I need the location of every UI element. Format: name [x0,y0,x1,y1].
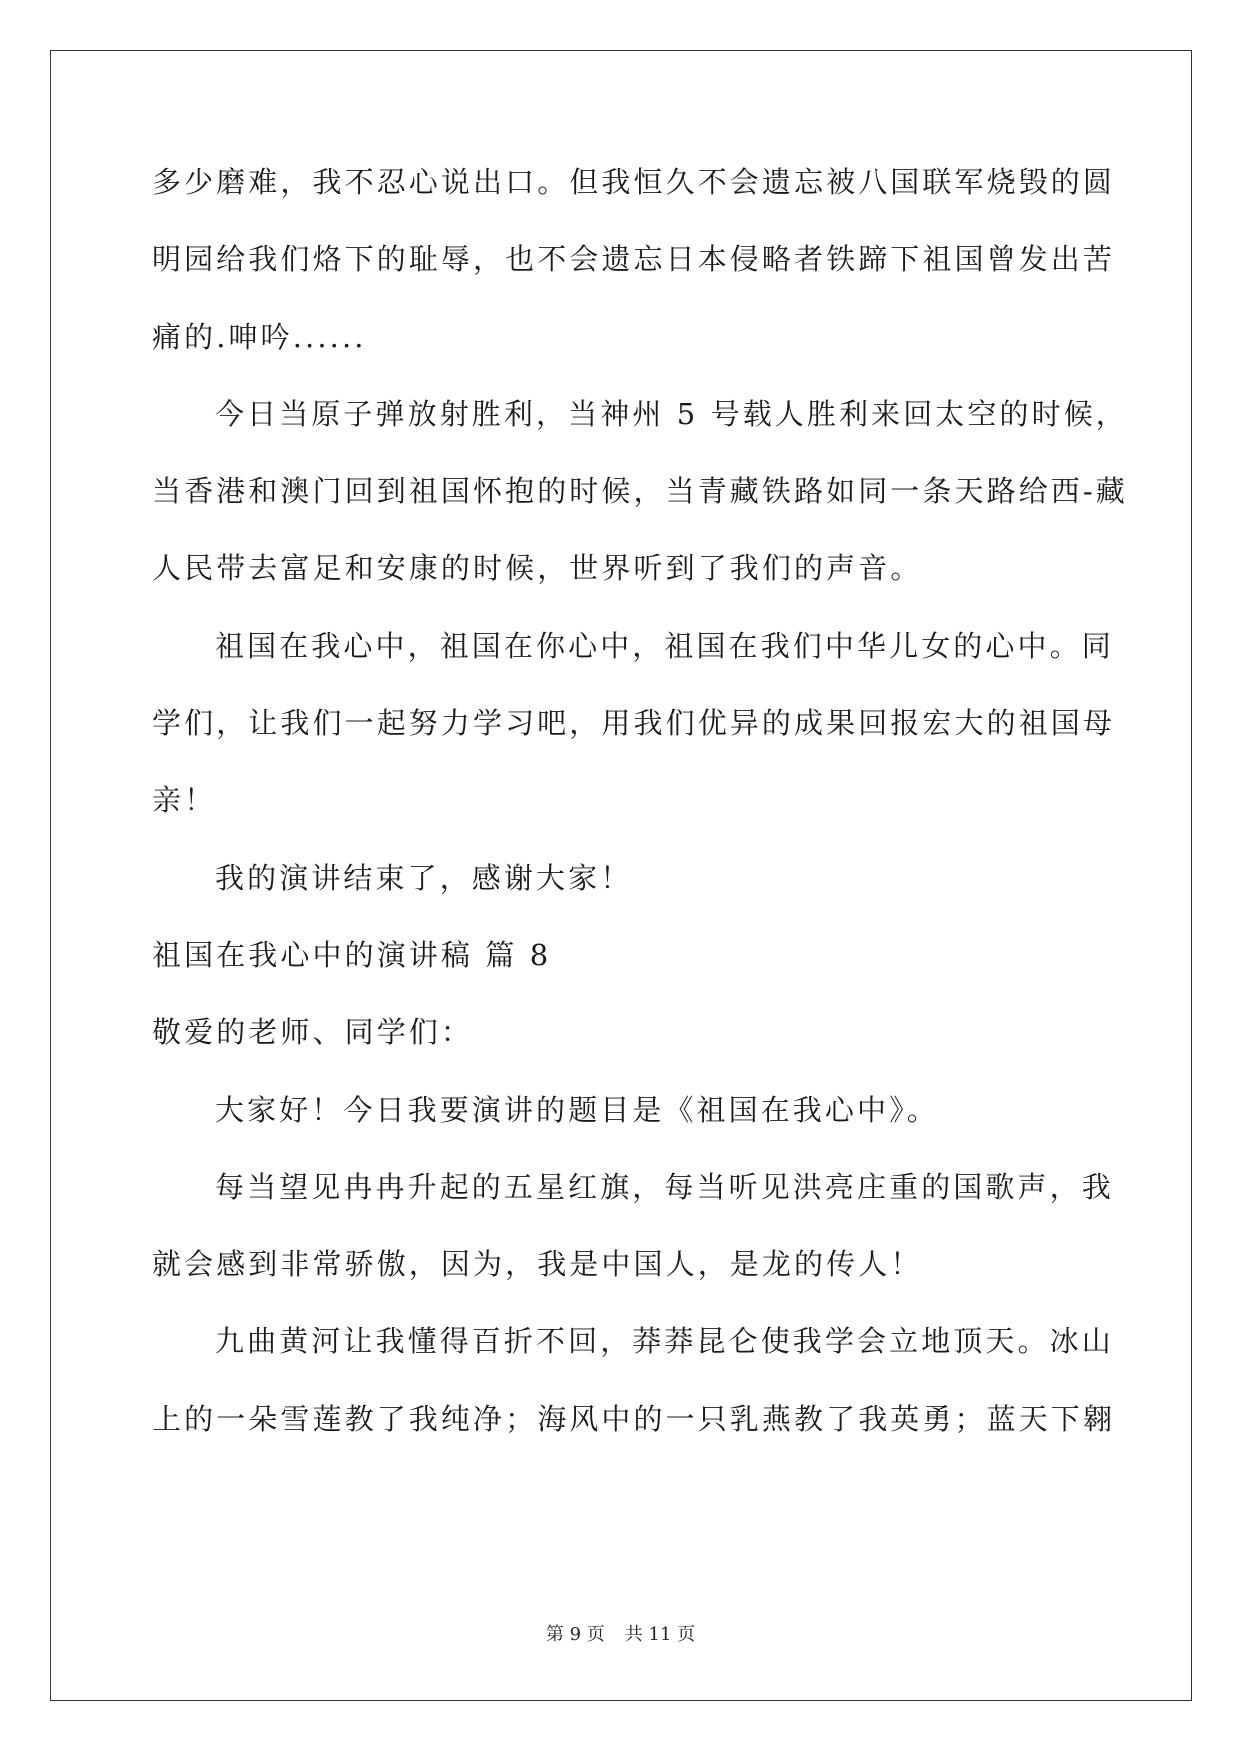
text-line: 痛的.呻吟...... [152,319,367,354]
text-line: 人民带去富足和安康的时候，世界听到了我们的声音。 [152,551,923,586]
paragraph-start-line: 今日当原子弹放射胜利，当神州 5 号载人胜利来回太空的时候， [215,396,1128,431]
text-line: 多少磨难，我不忍心说出口。但我恒久不会遗忘被八国联军烧毁的圆 [152,165,1116,199]
text-line: 当香港和澳门回到祖国怀抱的时候，当青藏铁路如同一条天路给西-藏 [152,474,1128,509]
paragraph-start-line: 大家好！今日我要演讲的题目是《祖国在我心中》。 [215,1092,939,1127]
text-line: 明园给我们烙下的耻辱，也不会遗忘日本侵略者铁蹄下祖国曾发出苦 [152,242,1116,277]
page-footer [0,1624,1241,1646]
salutation-line: 敬爱的老师、同学们： [152,1015,474,1050]
paragraph-start-line: 九曲黄河让我懂得百折不回，莽莽昆仑使我学会立地顶天。冰山 [215,1324,1114,1359]
text-line: 上的一朵雪莲教了我纯净；海风中的一只乳燕教了我英勇；蓝天下翱 [152,1401,1116,1436]
paragraph-start-line: 祖国在我心中，祖国在你心中，祖国在我们中华儿女的心中。同 [215,628,1114,663]
section-heading: 祖国在我心中的演讲稿 篇 8 [152,937,552,972]
text-line: 就会感到非常骄傲，因为，我是中国人，是龙的传人！ [152,1247,923,1282]
text-line: 学们，让我们一起努力学习吧，用我们优异的成果回报宏大的祖国母 [152,706,1116,741]
page-number: 第 9 页 [545,1624,605,1645]
paragraph-start-line: 我的演讲结束了，感谢大家！ [215,860,633,895]
page-total: 共 11 页 [624,1624,696,1645]
document-body [152,160,1128,1474]
text-line: 亲！ [152,783,217,818]
paragraph-start-line: 每当望见冉冉升起的五星红旗，每当听见洪亮庄重的国歌声，我 [215,1169,1114,1204]
